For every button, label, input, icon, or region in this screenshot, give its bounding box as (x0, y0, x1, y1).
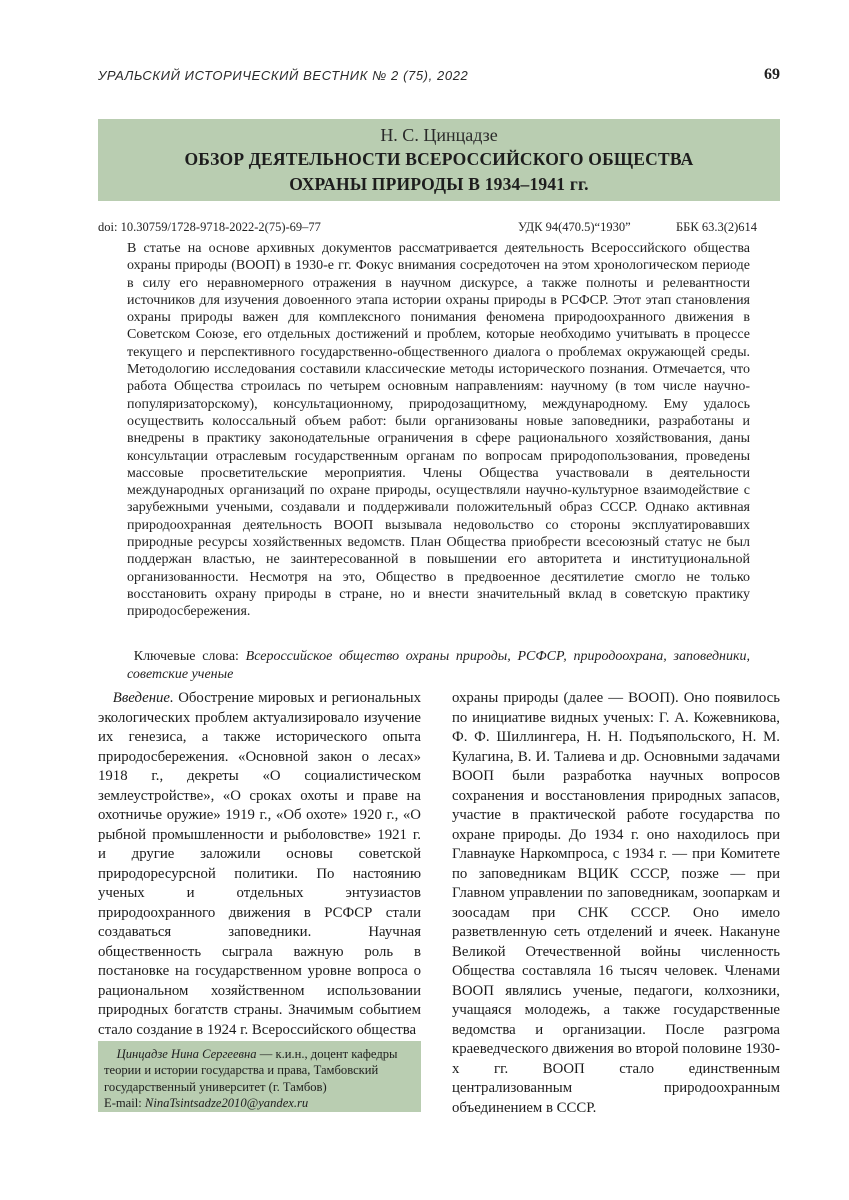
bbk-code: ББК 63.3(2)614 (676, 220, 758, 234)
article-title-line-2: ОХРАНЫ ПРИРОДЫ В 1934–1941 гг. (289, 174, 589, 194)
doi: doi: 10.30759/1728-9718-2022-2(75)-69–77 (98, 220, 321, 234)
running-header (98, 66, 780, 88)
author-info-box (98, 1041, 421, 1112)
author-affiliation: — к.и.н., доцент кафедры теории и истории государства и права, Тамбовский государственный университет (г. Тамбов) (104, 1047, 398, 1094)
abstract: В статье на основе архивных документов рассматривается деятельность Всероссийского общества охраны природы (ВООП) в 1930-е гг. Фокус внимания сосредоточен на этом хронологическом периоде в силу его неравномерного отражения в научном дискурсе, а также полноты и релевантности источников для изучения довоенного этапа истории охраны природы в РСФСР. Этот этап становления охраны природы важен для комплексного понимания феномена природоохранного движения в Советском Союзе, его отдельных достижений и проблем, которые необходимо учитывать в процессе текущего и перспективного государственно-общественного диалога о проблемах окружающей среды. Методологию исследования составили классические методы исторического познания. Отмечается, что работа Общества строилась по четырем основным направлениям: научному (в том числе научно-популяризаторскому), консультационному, природозащитному, международному. Ему удалось осуществить колоссальный объем работ: были организованы новые заповедники, разработаны и внедрены в практику законодательные ограничения в сфере рационального хозяйствования, даны консультации отраслевым государственным органам по вопросам природопользования, проведены массовые просветительские мероприятия. Члены Общества участвовали в деятельности международных организаций по охране природы, осуществляли научно-культурное взаимодействие с зарубежными учеными, создавали и поддерживали положительный образ СССР. Однако активная природоохранная деятельность ВООП вызывала недовольство со стороны эксплуатировавших природные ресурсы хозяйственных ведомств. План Общества приобрести всесоюзный статус не был поддержан властью, не заинтересованной в повышении его авторитета и институциональной организованности. Несмотря на это, Общество в предвоенное десятилетие смогло не только восстановить охрану природы в стране, но и внести значительный вклад в советскую практику природосбережения. (127, 241, 750, 620)
body-text-right: охраны природы (далее — ВООП). Оно появилось по инициативе видных ученых: Г. А. Кожевникова, Ф. Ф. Шиллингера, Н. Н. Подъяпольского, Н. М. Кулагина, В. И. Талиева и др. Основными задачами ВООП были разработка научных вопросов сохранения и восстановления природных запасов, участие в практической работе государства по охране природы. До 1934 г. оно находилось при Главнауке Наркомпроса, с 1934 г. — при Комитете по заповедникам ВЦИК СССР, позже — при Главном управлении по заповедникам, зоопаркам и зоосадам при СНК СССР. Оно имело разветвленную сеть отделений и ячеек. Накануне Великой Отечественной войны численность Общества составляла 16 тысяч человек. Членами ВООП являлись ученые, педагоги, колхозники, учащаяся молодежь, а также государственные ведомства и организации. После разгрома краеведческого движения во второй половине 1930-х гг. ВООП стало единственным централизованным природоохранным объединением в СССР. (452, 690, 780, 1116)
body-text-left: Обострение мировых и региональных экологических проблем актуализировало изучение их генезиса, а также исторического опыта природосбережения. «Основной закон о лесах» 1918 г., декреты «О социалистическом землеустройстве», «О сроках охоты и праве на охотничье оружие» 1919 г., «Об охоте» 1920 г., «О рыбной промышленности и рыболовстве» 1921 г. и другие заложили основы советской природоресурсной политики. По настоянию ученых и отдельных энтузиастов природоохранного движения в РСФСР стали создаваться заповедники. Научная общественность сыграла важную роль в постановке на государственном уровне вопроса о рациональном хозяйственном использовании природных богатств страны. Значимым событием стало создание в 1924 г. Всероссийского общества (98, 690, 421, 1038)
article-title-line-1: ОБЗОР ДЕЯТЕЛЬНОСТИ ВСЕРОССИЙСКОГО ОБЩЕСТВА (184, 149, 694, 169)
keywords-list: Всероссийское общество охраны природы, РСФСР, природоохрана, заповедники, советские ученые (127, 649, 751, 682)
section-lead-in: Введение. (112, 690, 174, 706)
udk-code: УДК 94(470.5)“1930” (518, 220, 631, 234)
title-block (98, 119, 780, 201)
body-column-left (98, 689, 421, 1040)
keywords (127, 648, 750, 684)
keywords-label: Ключевые слова: (133, 649, 239, 664)
email-label: E-mail: (104, 1096, 145, 1111)
body-column-right (452, 689, 780, 1118)
journal-name: УРАЛЬСКИЙ ИСТОРИЧЕСКИЙ ВЕСТНИК № 2 (75), 2022 (98, 68, 469, 83)
page-number: 69 (764, 66, 780, 83)
article-author: Н. С. Цинцадзе (380, 125, 498, 145)
author-full-name: Цинцадзе Нина Сергеевна (116, 1047, 257, 1061)
author-email: NinaTsintsadze2010@yandex.ru (144, 1096, 309, 1111)
